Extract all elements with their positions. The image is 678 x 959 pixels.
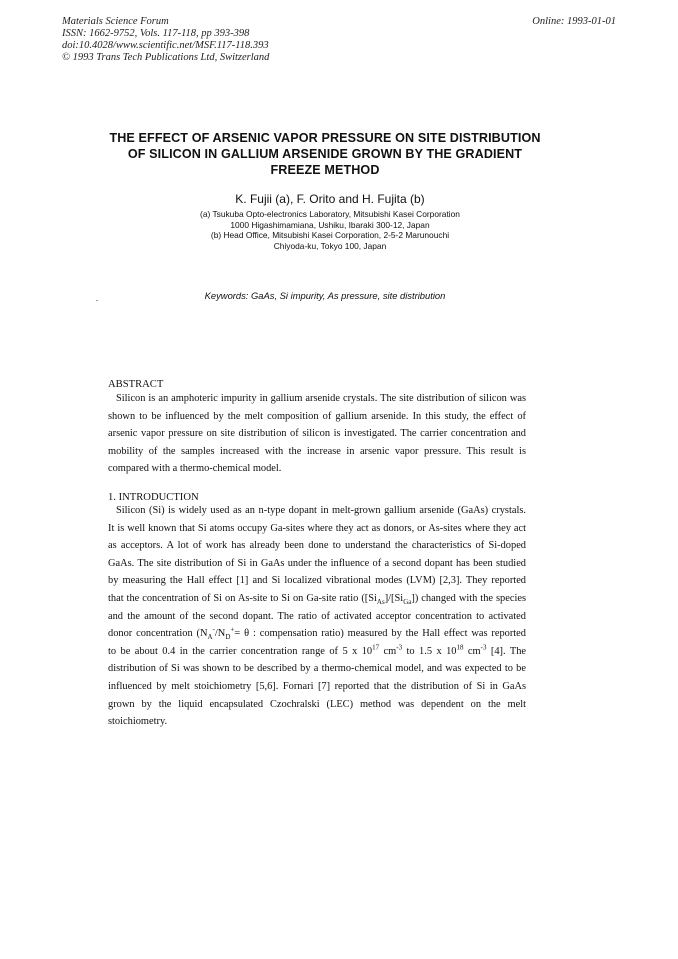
text-line: and the amount of the second dopant. The ratio of activated acceptor concentration to activated: [108, 610, 526, 622]
issn-line: ISSN: 1662-9752, Vols. 117-118, pp 393-398: [62, 28, 250, 39]
text-line: GaAs. The site distribution of Si in GaAs under the influence of a second dopant has been studied: [108, 557, 526, 569]
affiliation-line: Chiyoda-ku, Tokyo 100, Japan: [273, 240, 387, 251]
affiliation-line: (b) Head Office, Mitsubishi Kasei Corporation, 2-5-2 Marunouchi: [210, 230, 450, 240]
affiliation-line: 1000 Higashimamiana, Ushiku, Ibaraki 300-12, Japan: [230, 219, 430, 230]
title-line: FREEZE METHOD: [270, 163, 380, 177]
text-line: by measuring the Hall effect [1] and Si localized vibrational modes (LVM) [2,3]. They reported: [108, 575, 526, 587]
abstract-heading: ABSTRACT: [108, 379, 164, 390]
introduction-body: [108, 502, 526, 731]
text-line: to be about 0.4 in the carrier concentration range of 5 x $10^{17}$ $cm^{-3}$ to 1.5 x $10^{18}$ $cm^{-3}$ [4]. The: [108, 643, 526, 657]
keywords: Keywords: GaAs, Si impurity, As pressure, site distribution: [204, 290, 446, 301]
text-line: distribution of Si was shown to be described by a thermo-chemical model, and was expected to be: [108, 663, 526, 675]
journal-name: Materials Science Forum: [62, 16, 169, 27]
title-line: OF SILICON IN GALLIUM ARSENIDE GROWN BY THE GRADIENT: [127, 147, 523, 161]
text-line: shown to be influenced by the melt composition of gallium arsenide. In this study, the effect of: [108, 410, 526, 422]
author-list: K. Fujii (a), F. Orito and H. Fujita (b): [235, 192, 425, 206]
text-line: compared with a thermo-chemical model.: [108, 463, 282, 475]
text-line: Silicon is an amphoteric impurity in gallium arsenide crystals. The site distribution of silicon was: [116, 393, 526, 404]
text-line: donor concentration ($N_A^-/N_D^+= \theta$ : compensation ratio) measured by the Hall effect was reported: [108, 625, 526, 642]
online-date: Online: 1993-01-01: [532, 16, 616, 27]
text-line: as acceptors. A lot of work has already been done to understand the characteristics of Si-doped: [108, 540, 526, 552]
text-line: It is well known that Si atoms occupy Ga-sites where they act as donors, or As-sites where they act: [108, 522, 526, 534]
affiliation-line: (a) Tsukuba Opto-electronics Laboratory, Mitsubishi Kasei Corporation: [200, 209, 460, 219]
text-line: stoichiometry.: [108, 716, 168, 728]
doi-line: doi:10.4028/www.scientific.net/MSF.117-118.393: [62, 40, 269, 51]
copyright-line: © 1993 Trans Tech Publications Ltd, Switzerland: [62, 52, 270, 63]
introduction-heading: 1. INTRODUCTION: [108, 492, 199, 503]
affiliation-b: [100, 230, 560, 251]
text-line: that the concentration of Si on As-site to Si on Ga-site ratio $([Si_{As}]/[Si_{Ga}])$ changed with the species: [108, 592, 526, 607]
abstract-body: [108, 390, 526, 478]
text-line: grown by the liquid encapsulated Czochralski (LEC) method was dependent on the melt: [108, 698, 526, 710]
paper-title: [90, 130, 560, 178]
affiliation-a: [100, 209, 560, 230]
text-line: mobility of the samples increased with the increase in arsenic vapor pressure. This result is: [108, 445, 526, 457]
title-line: THE EFFECT OF ARSENIC VAPOR PRESSURE ON SITE DISTRIBUTION: [109, 131, 541, 145]
journal-citation-block: [62, 16, 269, 64]
text-line: influenced by melt stoichiometry [5,6]. Fornari [7] reported that the distribution of Si in GaAs: [108, 680, 526, 692]
text-line: Silicon (Si) is widely used as an n-type dopant in melt-grown gallium arsenide (GaAs) crystals.: [116, 505, 526, 516]
text-line: arsenic vapor pressure on site distribution of silicon is investigated. The carrier concentration and: [108, 428, 526, 440]
